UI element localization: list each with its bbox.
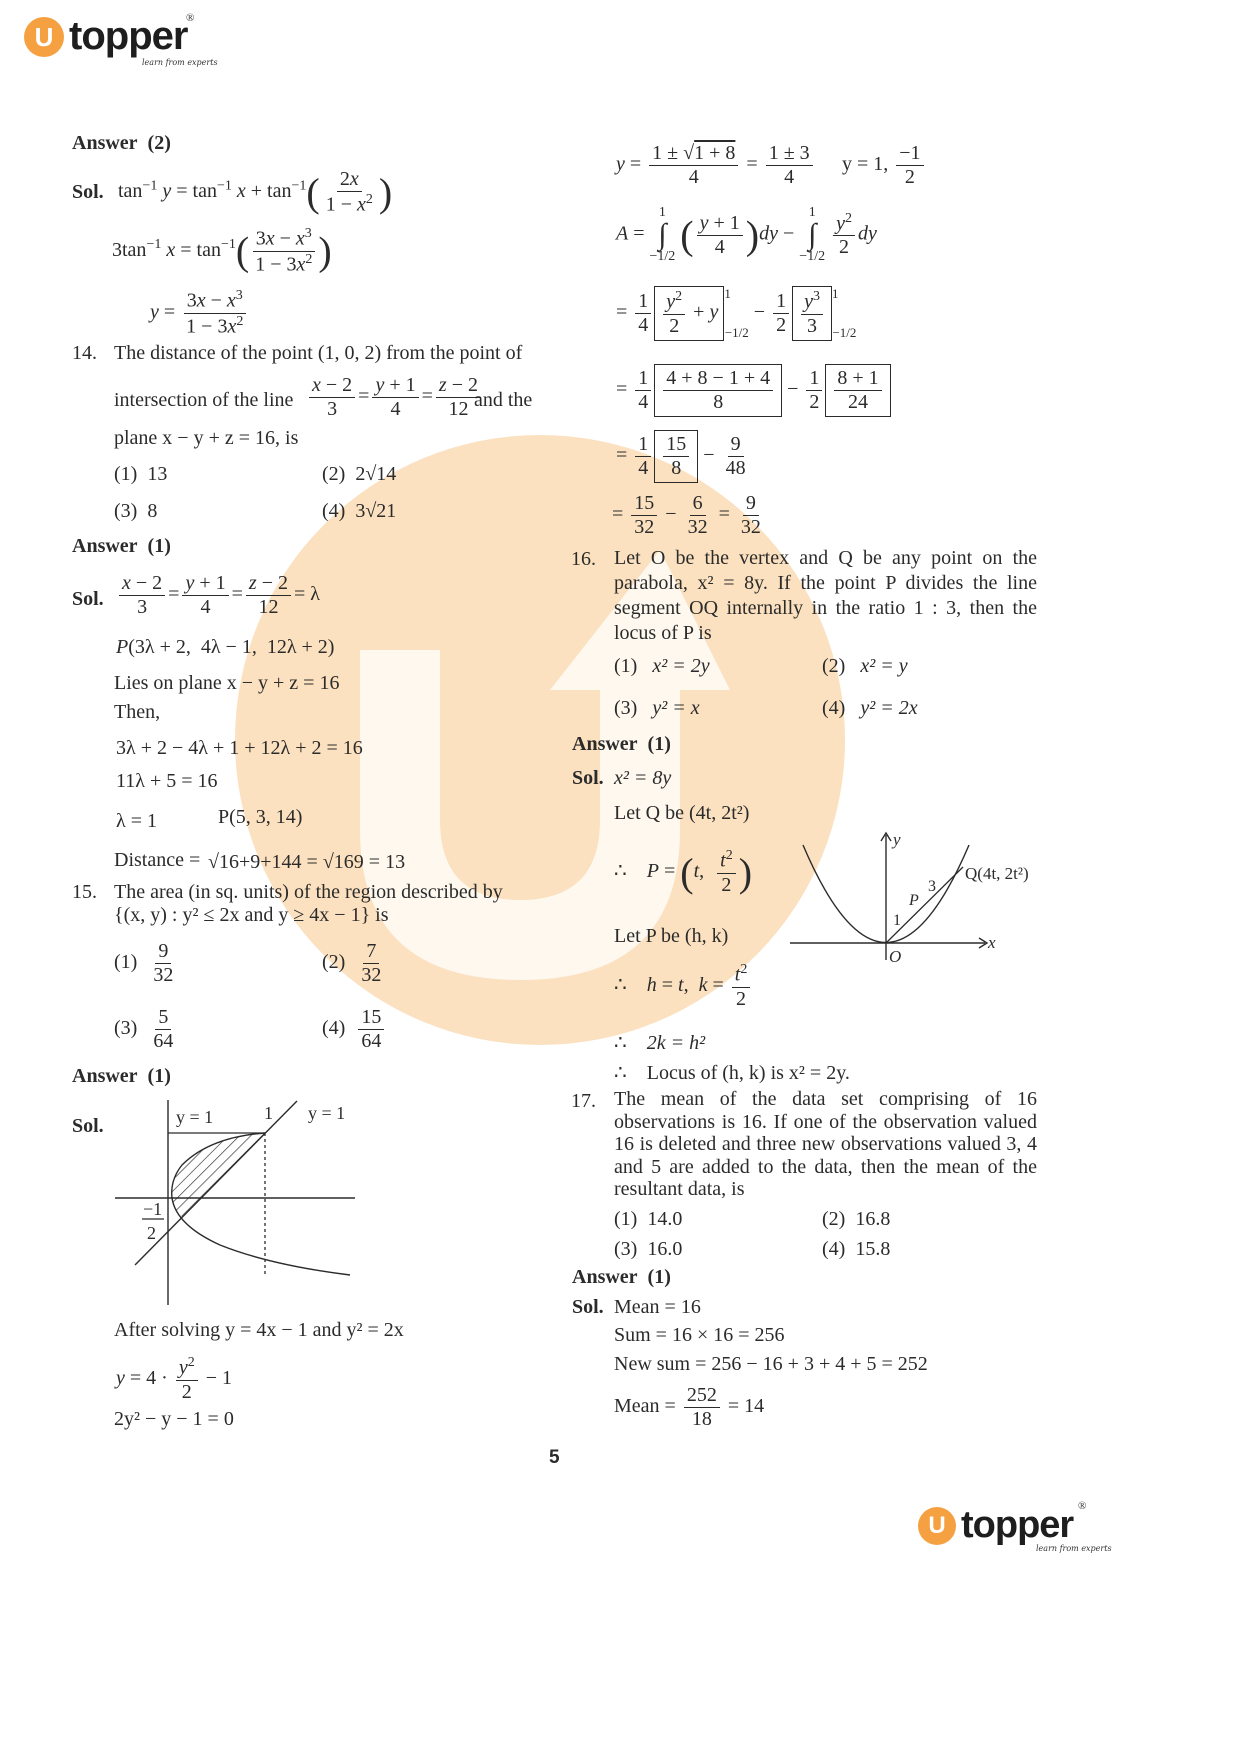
option-num: (3) (614, 1238, 638, 1260)
q15-area-step3: = $\frac{1}{4}$ $\frac{15}{8}$ − $\frac{9}{48}$ (616, 430, 752, 483)
answer-label: Answer (572, 1266, 638, 1288)
answer-value: (1) (647, 1266, 671, 1288)
option-text: 3√21 (355, 500, 397, 522)
q14-distance-value: √16+9+144 = √169 = 13 (208, 851, 406, 873)
q13-sol-eq1: $\tan^{-1} y = \tan^{-1} x + \tan^{-1}$( $\frac{2x}{1 - x^2}$ ) (118, 168, 393, 216)
graph2-label-3: 3 (928, 878, 936, 895)
graph1-label-one: 1 (264, 1103, 273, 1123)
sol-label: Sol. (72, 181, 104, 203)
option-num: (1) (114, 951, 138, 974)
option-numerator: 9 (155, 940, 171, 964)
q15-option-3 (114, 1006, 179, 1053)
q15-answer (72, 1065, 171, 1088)
header-tagline: learn from experts (142, 58, 218, 67)
q17-final-denominator: 18 (691, 1408, 712, 1430)
footer-registered-mark: ® (1078, 1500, 1087, 1512)
sol-label-q16: Sol. (572, 767, 604, 789)
q15-line1: The area (in sq. units) of the region described by (114, 881, 503, 903)
q14-distance-label: Distance = (114, 849, 201, 871)
option-text: y² = 2x (860, 697, 918, 719)
answer-value: (2) (147, 132, 171, 154)
option-num: (1) (114, 463, 138, 485)
header-logo (24, 12, 218, 67)
option-num: (4) (322, 1017, 346, 1040)
option-num: (2) (822, 1208, 846, 1230)
q16-sol-eq: x² = 8y (614, 767, 672, 789)
q14-option-4 (322, 500, 396, 523)
q16-number: 16. (571, 548, 596, 570)
q17-final-label: Mean = (614, 1395, 676, 1418)
q15-after-solving: After solving y = 4x − 1 and y² = 2x (114, 1319, 404, 1341)
q14-number: 14. (72, 342, 97, 364)
header-logo-text: topper (69, 14, 188, 58)
q16-therefore-2k: ∴ 2k = h² (614, 1032, 706, 1054)
option-text: 16.8 (855, 1208, 891, 1230)
q16-letP: Let P be (h, k) (614, 925, 729, 947)
q16-letQ: Let Q be (4t, 2t²) (614, 802, 750, 824)
option-num: (2) (322, 951, 346, 974)
option-denominator: 32 (361, 964, 382, 986)
q15-option-1 (114, 940, 179, 987)
sol-label-q15: Sol. (72, 1115, 104, 1137)
q15-option-2 (322, 940, 387, 987)
q14-line-equation: $\frac{x - 2}{3}$ = $\frac{y + 1}{4}$ = $\frac{z - 2}{12}$ (306, 374, 484, 421)
option-numerator: 15 (358, 1006, 384, 1030)
option-text: 15.8 (855, 1238, 891, 1260)
graph2-label-y: y (893, 830, 901, 849)
option-text: 8 (147, 500, 158, 522)
q17-sum: Sum = 16 × 16 = 256 (614, 1324, 785, 1346)
option-num: (3) (114, 1017, 138, 1040)
q14-option-3 (114, 500, 157, 523)
q17-final-mean (614, 1384, 764, 1431)
graph2-label-1: 1 (893, 912, 901, 929)
page-number: 5 (549, 1447, 560, 1468)
q14-option-1 (114, 463, 167, 486)
option-num: (1) (614, 1208, 638, 1230)
option-numerator: 7 (363, 940, 379, 964)
answer-label: Answer (72, 535, 138, 557)
q17-option-1 (614, 1208, 682, 1231)
q14-eq3b: P(5, 3, 14) (218, 806, 303, 828)
option-num: (1) (614, 655, 638, 677)
q14-eq2: 11λ + 5 = 16 (116, 770, 218, 792)
q15-roots-eq: y = $\frac{1 \pm √1 + 8}{4}$ = $\frac{1 \pm 3}{4}$ (616, 142, 816, 189)
q14-eq1: 3λ + 2 − 4λ + 1 + 12λ + 2 = 16 (116, 737, 363, 759)
sol-label-q14: Sol. (72, 588, 104, 610)
option-num: (2) (322, 463, 346, 485)
graph1-label-y1-left: y = 1 (176, 1107, 214, 1127)
q17-option-4 (822, 1238, 890, 1261)
line-y-4x-1 (135, 1101, 297, 1265)
graph1-label-neg-den: 2 (147, 1223, 156, 1243)
q16-locus-text: Locus of (h, k) is x² = 2y. (646, 1062, 850, 1084)
option-text: x² = y (860, 655, 908, 677)
y-result: y = 1, (842, 153, 889, 176)
option-num: (4) (822, 697, 846, 719)
footer-logo (918, 1500, 1112, 1553)
shaded-region (172, 1133, 265, 1217)
answer-label: Answer (72, 132, 138, 154)
q17-option-2 (822, 1208, 890, 1231)
option-num: (4) (322, 500, 346, 522)
q15-eq-last: 2y² − y − 1 = 0 (114, 1408, 234, 1430)
header-registered-mark: ® (186, 12, 195, 24)
option-denominator: 64 (153, 1030, 174, 1052)
option-num: (2) (822, 655, 846, 677)
option-num: (3) (614, 697, 638, 719)
q14-line3: plane x − y + z = 16, is (114, 427, 299, 449)
answer-label: Answer (72, 1065, 138, 1087)
q16-therefore-P: ∴ P = (t, $\frac{t^2}{2}$ ) (614, 848, 753, 896)
q14-then: Then, (114, 701, 161, 723)
q15-line2: {(x, y) : y² ≤ 2x and y ≥ 4x − 1} is (114, 904, 389, 926)
option-text: 2√14 (355, 463, 397, 485)
q16-2k-text: 2k = h² (646, 1032, 706, 1054)
answer-value: (1) (147, 1065, 171, 1087)
q13-sol-eq3: y = $\frac{3x - x^3}{1 - 3x^2}$ (150, 288, 249, 338)
option-denominator: 64 (361, 1030, 382, 1052)
q14-eq3a: λ = 1 (116, 810, 157, 832)
q17-final-value: = 14 (727, 1395, 765, 1418)
option-text: y² = x (652, 697, 700, 719)
q17-mean: Mean = 16 (614, 1296, 701, 1318)
q15-area-step1: = $\frac{1}{4}$ $\frac{y^2}{2}$ + $y^1-1/2$ − $\frac{1}{2}$ $\frac{y^3}{3}$ $^1$−1/2 (616, 286, 857, 340)
graph1-label-neg-num: −1 (143, 1199, 163, 1219)
q16-option-3 (614, 697, 700, 720)
sol-label-q17: Sol. (572, 1296, 604, 1318)
q15-region-graph (110, 1095, 370, 1310)
q14-answer (72, 535, 171, 558)
option-num: (4) (822, 1238, 846, 1260)
q15-number: 15. (72, 881, 97, 903)
q17-text: The mean of the data set comprising of 16 observations is 16. If one of the observation valued 16 is deleted and three new observations valued 3, 4 and 5 are added to the data, then the mean of the resultant data, is (614, 1088, 1037, 1200)
option-denominator: 32 (153, 964, 174, 986)
option-text: 13 (147, 463, 168, 485)
q17-answer (572, 1266, 671, 1289)
graph2-oq-segment (886, 867, 963, 943)
q14-line2-a: intersection of the line (114, 389, 294, 411)
topper-logo-icon: U (24, 17, 64, 57)
q15-area-integral: A = 1 ∫ −1/2 ( $\frac{y + 1}{4}$ )dy − 1 ∫ −1/2 $\frac{y^2}{2}$ dy (616, 205, 877, 264)
q17-option-3 (614, 1238, 682, 1261)
option-text: x² = 2y (652, 655, 710, 677)
graph1-label-y1-right: y = 1 (308, 1103, 346, 1123)
graph2-label-p: P (909, 892, 919, 909)
q16-parabola-graph (785, 825, 1040, 970)
q15-eq-sub: y = 4 · $\frac{y^2}{2}$ − 1 (116, 1355, 233, 1403)
q14-line1: The distance of the point (1, 0, 2) from the point of (114, 342, 523, 364)
q16-option-4 (822, 697, 918, 720)
q14-lies: Lies on plane x − y + z = 16 (114, 672, 340, 694)
q17-number: 17. (571, 1090, 596, 1112)
q14-sol-point: P(3λ + 2, 4λ − 1, 12λ + 2) (116, 636, 335, 658)
graph2-label-q: Q(4t, 2t²) (965, 864, 1029, 883)
option-numerator: 5 (155, 1006, 171, 1030)
q15-area-step2: = $\frac{1}{4}$ $\frac{4 + 8 - 1 + 4}{8}$ − $\frac{1}{2}$ $\frac{8 + 1}{24}$ (616, 364, 891, 417)
q16-text: Let O be the vertex and Q be any point on the parabola, x² = 8y. If the point P divides the line segment OQ internally in the ratio 1 : 3, then the locus of P is (614, 547, 1037, 644)
option-num: (3) (114, 500, 138, 522)
q17-newsum: New sum = 256 − 16 + 3 + 4 + 5 = 252 (614, 1353, 928, 1375)
q15-roots-values: y = 1, $\frac{-1}{2}$ (842, 142, 927, 189)
topper-logo-icon: U (918, 1507, 956, 1545)
q14-sol-eq1: $\frac{x - 2}{3}$ = $\frac{y + 1}{4}$ = $\frac{z - 2}{12}$ = λ (116, 572, 320, 619)
answer-label: Answer (572, 733, 638, 755)
q16-option-1 (614, 655, 710, 678)
answer-value: (1) (647, 733, 671, 755)
graph2-label-x: x (988, 933, 996, 952)
q15-area-result: = $\frac{15}{32}$ − $\frac{6}{32}$ = $\frac{9}{32}$ (612, 492, 761, 538)
q16-answer (572, 733, 671, 756)
graph2-label-o: O (889, 947, 902, 966)
q13-sol-eq2: $3\tan^{-1}$ $x = \tan^{-1}$( $\frac{3x - x^3}{1 - 3x^2}$ ) (112, 226, 332, 276)
q16-option-2 (822, 655, 908, 678)
footer-tagline: learn from experts (1036, 1544, 1112, 1553)
option-text: 14.0 (647, 1208, 683, 1230)
answer-value: (1) (147, 535, 171, 557)
q15-option-4 (322, 1006, 387, 1053)
option-text: 16.0 (647, 1238, 683, 1260)
q14-line2-b: and the (474, 389, 533, 411)
footer-logo-text: topper (961, 1504, 1074, 1546)
q16-therefore-hk: ∴ h = t, k = $\frac{t^2}{2}$ (614, 962, 753, 1011)
q17-final-numerator: 252 (684, 1384, 720, 1408)
q14-option-2 (322, 463, 396, 486)
q13-answer (72, 132, 171, 155)
q16-therefore-locus: ∴ Locus of (h, k) is x² = 2y. (614, 1062, 850, 1084)
